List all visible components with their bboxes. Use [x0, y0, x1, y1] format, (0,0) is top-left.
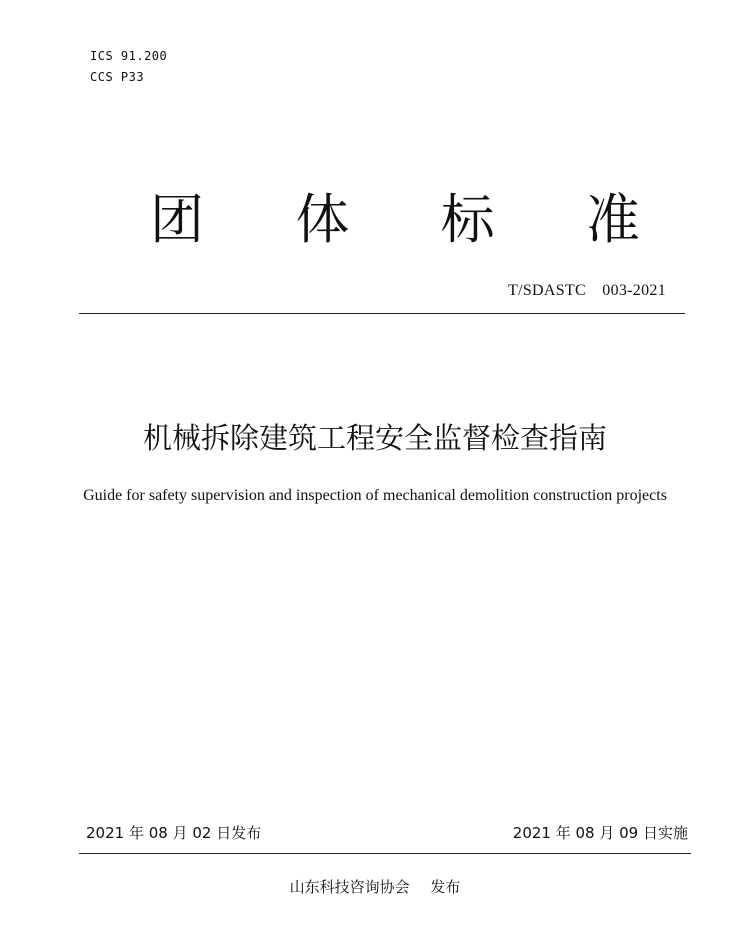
ccs-code: CCS P33 — [90, 70, 145, 84]
bottom-divider — [79, 853, 691, 854]
heading-char-4: 准 — [585, 188, 640, 251]
document-title-english: Guide for safety supervision and inspection of mechanical demolition construction projects — [83, 487, 667, 504]
group-standard-heading — [150, 188, 640, 252]
ics-code: ICS 91.200 — [90, 49, 168, 63]
heading-char-3: 标 — [440, 188, 495, 251]
heading-char-1: 团 — [150, 188, 204, 251]
publisher: 山东科技咨询协会 发布 — [289, 878, 461, 896]
implementation-date: 2021 年 08 月 09 日实施 — [512, 824, 688, 842]
standard-number: T/SDASTC 003-2021 — [508, 282, 666, 299]
heading-char-2: 体 — [295, 188, 350, 251]
publish-date: 2021 年 08 月 02 日发布 — [86, 824, 262, 842]
document-title-chinese: 机械拆除建筑工程安全监督检查指南 — [142, 421, 607, 455]
top-divider — [79, 313, 685, 314]
